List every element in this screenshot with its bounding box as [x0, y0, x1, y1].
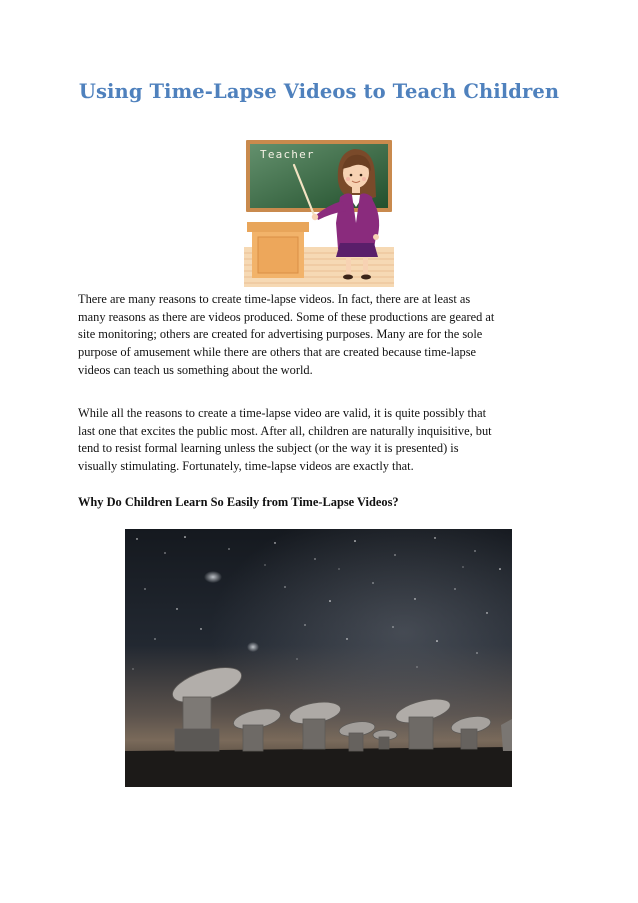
paragraph-line: last one that excites the public most. After all, children are naturally inquisitive, but [78, 423, 492, 438]
document-title: Using Time-Lapse Videos to Teach Children [78, 80, 560, 103]
paragraph-line: videos can teach us something about the world. [78, 362, 313, 377]
paragraph-line: purpose of amusement while there are others that are created because time-lapse [78, 345, 477, 360]
paragraph-line: visually stimulating. Fortunately, time-lapse videos are exactly that. [78, 459, 414, 474]
paragraph-1 [78, 291, 568, 380]
section-subheading: Why Do Children Learn So Easily from Time-Lapse Videos? [78, 495, 399, 509]
board-text: Teacher [260, 148, 315, 161]
paragraph-line: tend to resist formal learning unless the subject (or the way it is presented) is [78, 441, 459, 456]
night-sky-telescopes-photo [125, 529, 512, 787]
paragraph-line: There are many reasons to create time-lapse videos. In fact, there are at least as [78, 292, 471, 306]
paragraph-2 [78, 405, 568, 476]
teacher-illustration [244, 139, 394, 287]
paragraph-line: many reasons as there are videos produced. Some of these productions are geared at [78, 309, 495, 324]
paragraph-line: site monitoring; others are created for advertising purposes. Many are for the sole [78, 327, 483, 342]
paragraph-line: While all the reasons to create a time-lapse video are valid, it is quite possibly that [78, 406, 487, 420]
